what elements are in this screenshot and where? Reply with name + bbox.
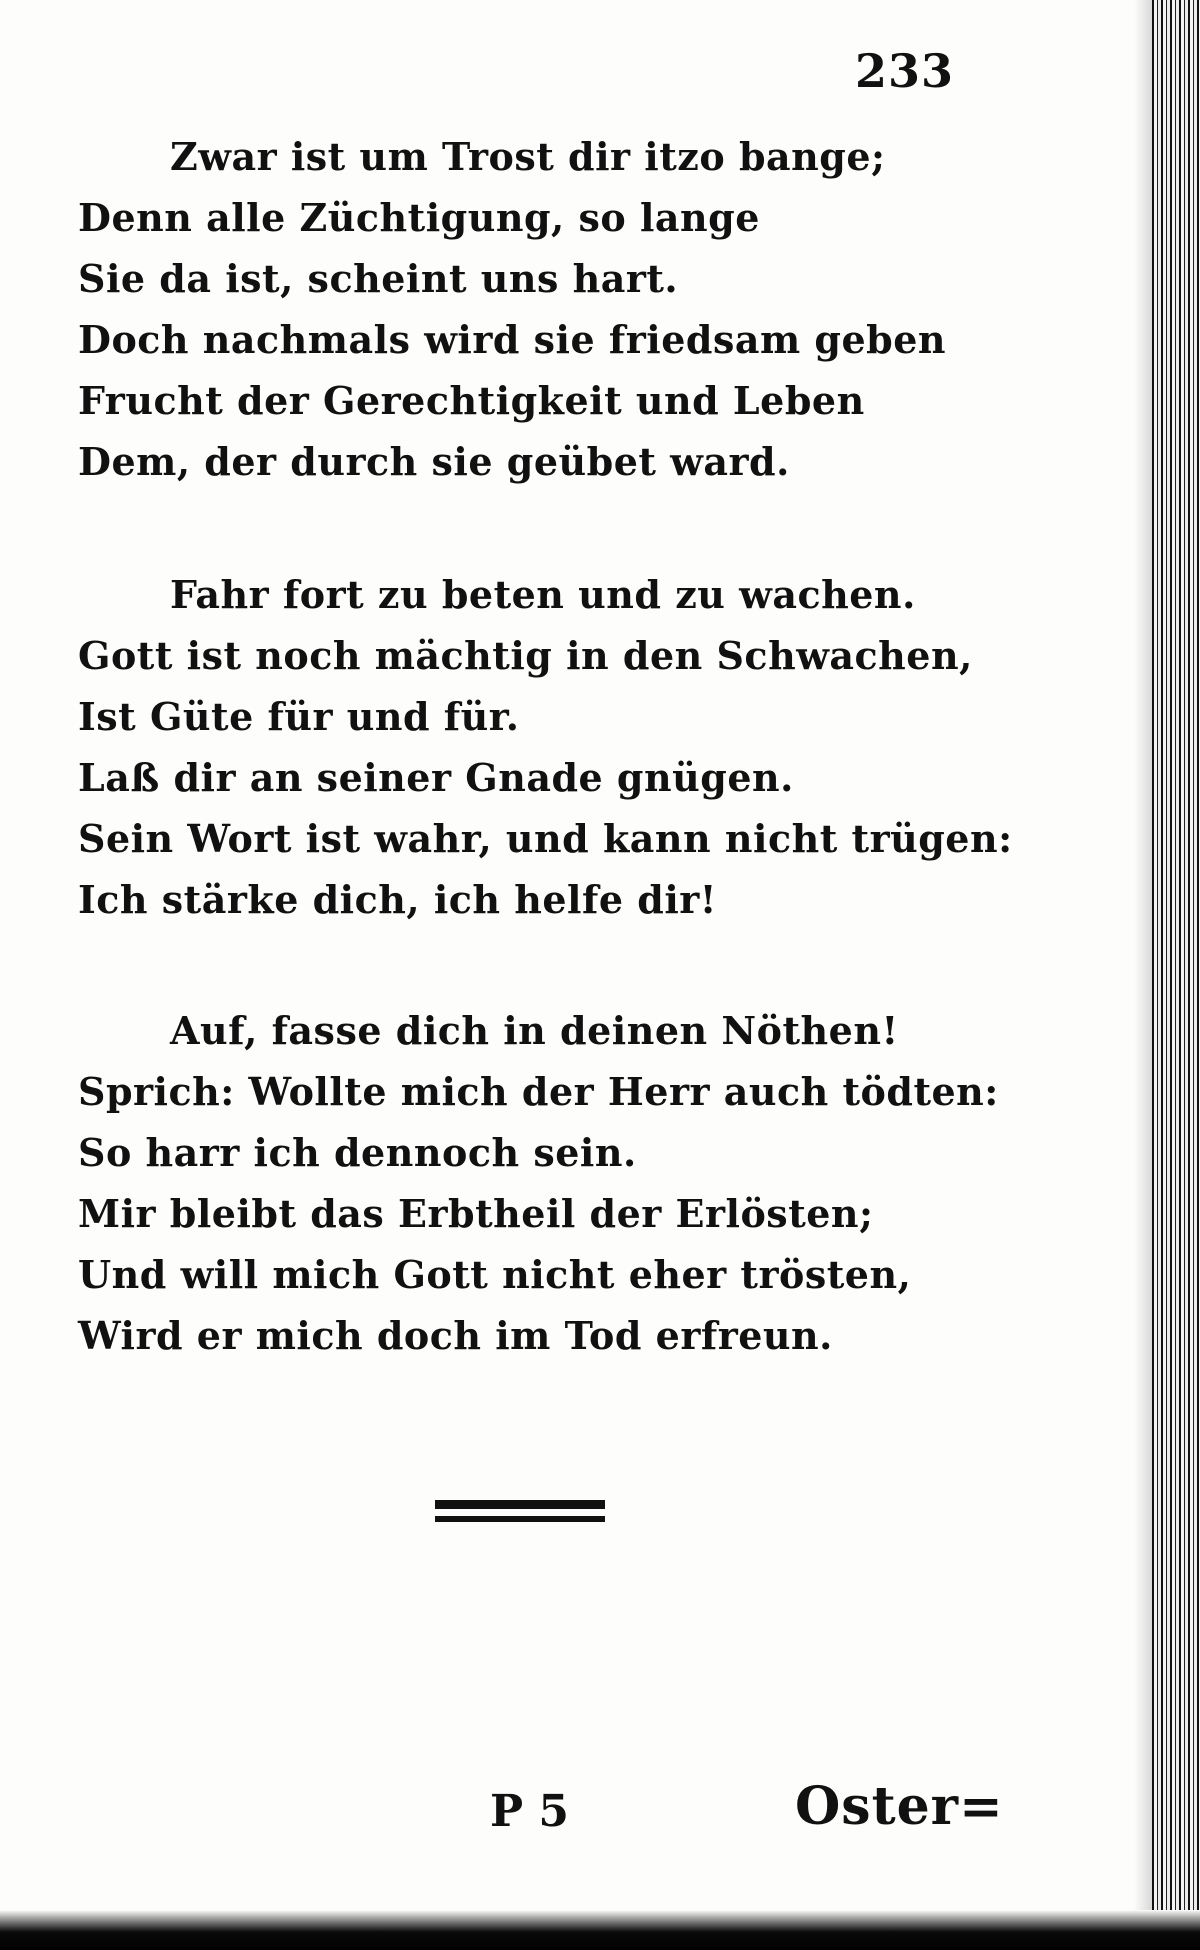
stanza-1 xyxy=(78,126,978,492)
verse-line: Laß dir an seiner Gnade gnügen. xyxy=(78,755,794,800)
verse-line: Frucht der Gerechtigkeit und Leben xyxy=(78,378,865,423)
catchword: Oster= xyxy=(795,1776,1004,1837)
page-edge-bottom xyxy=(0,1910,1200,1950)
end-rule-thick xyxy=(435,1500,605,1509)
verse-line: Gott ist noch mächtig in den Schwachen, xyxy=(78,633,973,678)
verse-line: Wird er mich doch im Tod erfreun. xyxy=(78,1313,833,1358)
page-number: 233 xyxy=(855,44,955,98)
verse-line: Zwar ist um Trost dir itzo bange; xyxy=(170,134,886,179)
verse-line: Sie da ist, scheint uns hart. xyxy=(78,256,679,301)
verse-line: Auf, fasse dich in deinen Nöthen! xyxy=(170,1008,899,1053)
stanza-3 xyxy=(78,1000,999,1366)
verse-line: Denn alle Züchtigung, so lange xyxy=(78,195,760,240)
verse-line: So harr ich dennoch sein. xyxy=(78,1130,637,1175)
signature-mark: P 5 xyxy=(490,1786,570,1837)
verse-line: Ich stärke dich, ich helfe dir! xyxy=(78,877,717,922)
stanza-2 xyxy=(78,564,1013,930)
verse-line: Ist Güte für und für. xyxy=(78,694,520,739)
verse-line: Doch nachmals wird sie friedsam geben xyxy=(78,317,947,362)
verse-line: Und will mich Gott nicht eher trösten, xyxy=(78,1252,912,1297)
binding-shadow xyxy=(1134,0,1152,1950)
end-rule-thin xyxy=(435,1516,605,1522)
verse-line: Sprich: Wollte mich der Herr auch tödten: xyxy=(78,1069,999,1114)
page-edge-right xyxy=(1152,0,1200,1950)
verse-line: Fahr fort zu beten und zu wachen. xyxy=(170,572,916,617)
verse-line: Sein Wort ist wahr, und kann nicht trügen: xyxy=(78,816,1013,861)
verse-line: Mir bleibt das Erbtheil der Erlösten; xyxy=(78,1191,874,1236)
verse-line: Dem, der durch sie geübet ward. xyxy=(78,439,790,484)
